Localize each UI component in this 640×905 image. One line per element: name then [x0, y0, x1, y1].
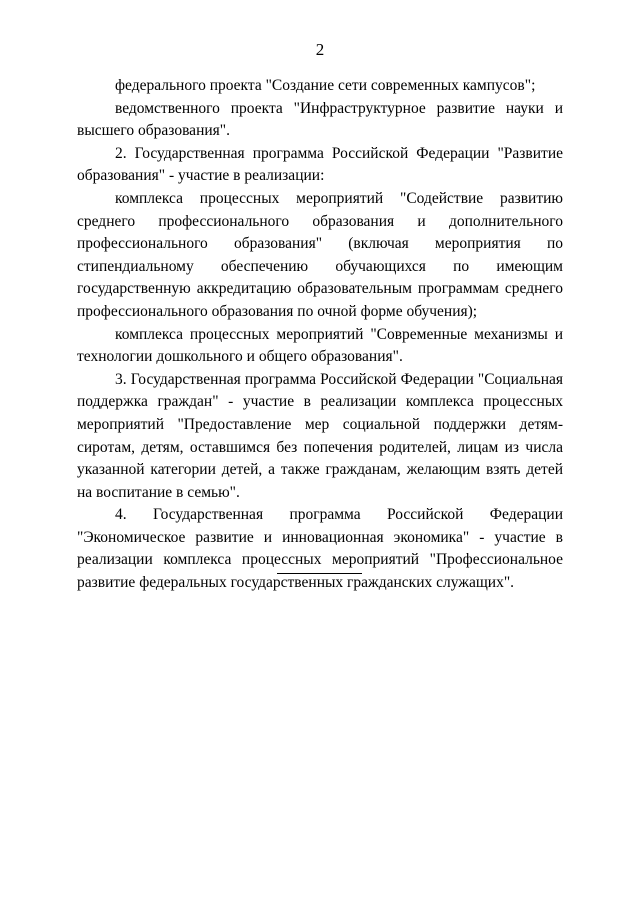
paragraph-preschool-general: комплекса процессных мероприятий "Современные механизмы и технологии дошкольного и общего образования". [77, 325, 563, 366]
paragraph-program-social-support: 3. Государственная программа Российской Федерации "Социальная поддержка граждан" - участие в реализации комплекса процессных мероприятий "Предоставление мер социальной поддержки детям-сиротам, детям, оставшимся без попечения родителей, лицам из числа указанной категории детей, а также гражданам, желающим взять детей на воспитание в семью". [77, 370, 563, 501]
paragraph-federal-project: федерального проекта "Создание сети современных кампусов"; [115, 77, 536, 94]
document-body [77, 75, 563, 595]
paragraph-program-education: 2. Государственная программа Российской Федерации "Развитие образования" - участие в реализации: [77, 144, 563, 185]
paragraph-departmental-project: ведомственного проекта "Инфраструктурное развитие науки и высшего образования". [77, 99, 563, 140]
paragraph-program-economic: 4. Государственная программа Российской Федерации "Экономическое развитие и инновационная экономика" - участие в реализации комплекса процессных мероприятий "Профессиональное развитие федеральных государственных гражданских служащих". [77, 506, 563, 592]
paragraph-secondary-vocational: комплекса процессных мероприятий "Содействие развитию среднего профессионального образования и дополнительного профессионального образования" (включая мероприятия по стипендиальному обеспечению обучающихся по имеющим государственную аккредитацию образовательным программам среднего профессионального образования по очной форме обучения); [77, 189, 563, 320]
end-divider-line [277, 573, 362, 574]
page-number: 2 [315, 40, 325, 59]
